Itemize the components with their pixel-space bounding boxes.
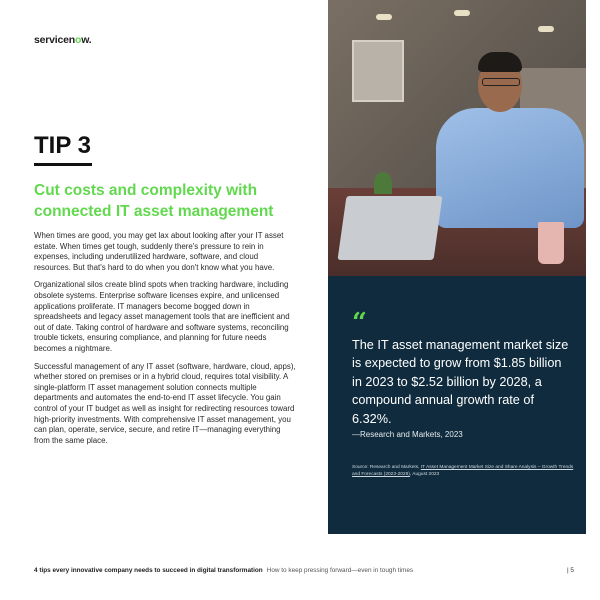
person-hair [478,52,522,72]
paragraph-3: Successful management of any IT asset (software, hardware, cloud, apps), whether stored on premises or in a hybrid cloud, requires total visibility. A single-platform IT asset management solution connects multiple departments and automates the end-to-end IT asset lifecycle. You gain control of your IT budget as well as insight for redirecting resources toward high-priority investments. With comprehensive IT asset management, you can plan, operate, service, secure, and retire IT—managing everything from the same place. [34,361,296,445]
section-heading: Cut costs and complexity with connected IT asset management [34,182,274,220]
plant [374,172,392,194]
paragraph-2: Organizational silos create blind spots when tracking hardware, including obsolete systems. Enterprise software licenses expire, and unlicensed applications proliferate. IT managers become bogged down in spreadsheets and legacy asset management tools that are inefficient and out of date. Taking control of hardware and software systems, reconciling trouble tickets, ensuring compliance, and planning for future needs becomes a nightmare. [34,280,290,353]
ceiling-light [454,10,470,16]
footer [34,567,574,574]
quote-panel [328,276,586,534]
office-photo [328,0,586,276]
cup [538,222,564,264]
quote-mark-icon: “ [352,308,367,338]
wall-frame [352,40,404,102]
logo-o: o [75,34,82,46]
source-prefix: Source: Research and Markets, [352,465,421,470]
ceiling-light [376,14,392,20]
quote-source [352,464,576,478]
quote-text: The IT asset management market size is expected to grow from $1.85 billion in 2023 to $2.52 billion by 2028, a compound annual growth rate of 6.32%. [352,338,569,426]
ceiling-light [538,26,554,32]
paragraph-1: When times are good, you may get lax about looking after your IT asset estate. When times get tough, suddenly there's pressure to rein in expenses, including underutilized hardware, software, and cloud resources. But that's hard to do when you don't know what you have. [34,231,284,272]
person-shirt [436,108,584,228]
tip-title: TIP 3 [34,132,91,159]
laptop [338,196,443,260]
page-number: | 5 [567,567,574,574]
footer-subtitle: How to keep pressing forward—even in tough times [266,567,414,574]
servicenow-logo [34,34,92,46]
logo-text-tail: w. [81,34,92,46]
quote-attribution: —Research and Markets, 2023 [352,430,463,439]
source-link[interactable]: IT Asset Management Market Size and Share Analysis – Growth Trends and Forecasts (2023-2028) [352,465,574,477]
logo-text-main: servicen [34,34,76,46]
source-suffix: , August 2023 [409,472,440,477]
footer-title: 4 tips every innovative company needs to succeed in digital transformation [34,567,263,574]
tip-underline [34,163,92,166]
person-glasses [482,78,520,86]
body-text [34,231,296,453]
